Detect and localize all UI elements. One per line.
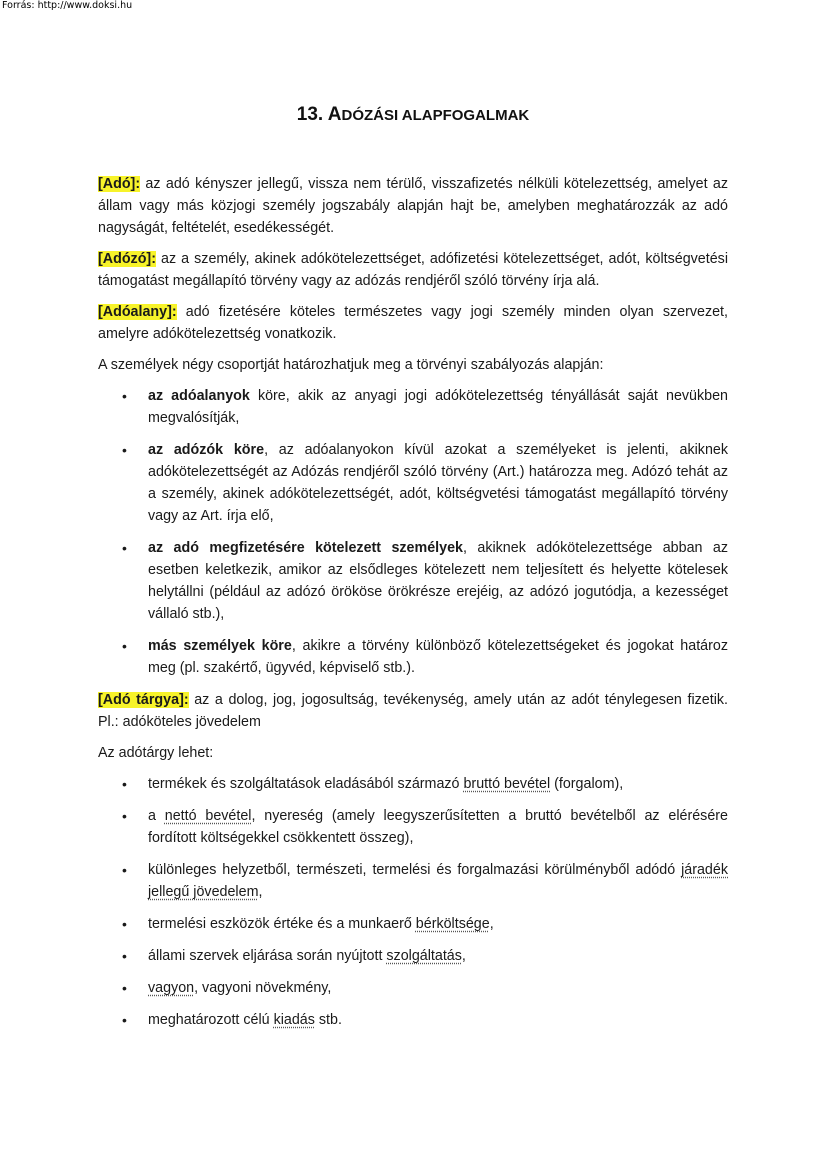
item-text: termelési eszközök értéke és a munkaerő	[148, 916, 416, 932]
bullet-icon: •	[122, 862, 127, 878]
list-item	[98, 537, 728, 625]
group-text: , az adóalanyokon kívül azokat a személyeket is jelenti, akiknek adókötelezettségét az Adózás rendjéről szóló törvény (Art.) határozza meg. Adózó tehát az a személy, akinek adókötelezettségét, adót, költségvetési támogatást megállapító törvény vagy az Art. írja elő,	[148, 442, 728, 524]
bullet-icon: •	[122, 916, 127, 932]
bullet-icon: •	[122, 638, 127, 654]
definition-adozo-text: az a személy, akinek adókötelezettséget, adófizetési kötelezettséget, adót, költségvetési támogatást megállapító törvény vagy az adózás rendjéről szóló törvény írja alá.	[98, 251, 728, 289]
item-text: állami szervek eljárása során nyújtott	[148, 948, 387, 964]
item-text: (forgalom),	[550, 776, 624, 792]
item-term: kiadás	[273, 1012, 315, 1028]
groups-list	[98, 385, 728, 679]
document-body	[98, 173, 728, 1041]
definition-ado-text: az adó kényszer jellegű, vissza nem térülő, visszafizetés nélküli kötelezettség, amelyet az állam vagy más közjogi személy jogszabály alapján hajt be, amelyben meghatározzák az adó nagyságát, feltételét, esedékességét.	[98, 176, 728, 236]
bullet-icon: •	[122, 808, 127, 824]
list-item	[98, 773, 728, 795]
bullet-icon: •	[122, 948, 127, 964]
bullet-icon: •	[122, 776, 127, 792]
page-title	[98, 104, 728, 126]
definition-adoalany	[98, 301, 728, 345]
item-text: ,	[489, 916, 494, 932]
group-term: az adózók köre	[148, 442, 265, 458]
group-term: az adó megfizetésére kötelezett személyek	[148, 540, 463, 556]
group-text: , akiknek adókötelezettsége abban az esetben keletkezik, amikor az elsődleges kötelezett nem teljesített és helyette kötelesek helytállni (például az adózó örököse örökrésze erejéig, az adózó jogutódja, a kezességet vállaló stb.),	[148, 540, 728, 622]
bullet-icon: •	[122, 1012, 127, 1028]
group-text: , akikre a törvény különböző kötelezettségeket és jogokat határoz meg (pl. szakértő, ügyvéd, képviselő stb.).	[148, 638, 728, 676]
term-ado: [Adó]:	[98, 176, 141, 192]
item-text: , vagyoni növekmény,	[194, 980, 332, 996]
bullet-icon: •	[122, 540, 127, 556]
item-term: bruttó bevétel	[463, 776, 551, 792]
list-item	[98, 913, 728, 935]
list-item	[98, 635, 728, 679]
targy-intro: Az adótárgy lehet:	[98, 745, 214, 761]
groups-intro: A személyek négy csoportját határozhatjuk meg a törvényi szabályozás alapján:	[98, 357, 604, 373]
term-adozo: [Adózó]:	[98, 251, 156, 267]
source-line[interactable]: Forrás: http://www.doksi.hu	[2, 0, 133, 11]
item-term: vagyon	[148, 980, 195, 996]
item-term: járadék jellegű jövedelem	[148, 862, 728, 900]
term-adoalany: [Adóalany]:	[98, 304, 177, 320]
list-item	[98, 859, 728, 903]
bullet-icon: •	[122, 980, 127, 996]
title-number: 13.	[296, 104, 324, 125]
item-text: stb.	[314, 1012, 342, 1028]
list-item	[98, 439, 728, 527]
bullet-icon: •	[122, 442, 127, 458]
definition-targy-text: az a dolog, jog, jogosultság, tevékenység, amely után az adót ténylegesen fizetik. Pl.: adóköteles jövedelem	[98, 692, 728, 730]
list-item	[98, 977, 728, 999]
group-text: köre, akik az anyagi jogi adókötelezettség tényállását saját nevükben megvalósítják,	[148, 388, 728, 426]
title-first-letter: A	[327, 104, 342, 125]
list-item	[98, 1009, 728, 1031]
item-text: ,	[258, 884, 263, 900]
item-term: bérköltsége	[415, 916, 490, 932]
item-text: , nyereség (amely leegyszerűsítetten a bruttó bevételből az elérésére fordított költségekkel csökkentett összeg),	[148, 808, 728, 846]
list-item	[98, 385, 728, 429]
term-targy: [Adó tárgya]:	[98, 692, 189, 708]
group-term: az adóalanyok	[148, 388, 250, 404]
title-rest: DÓZÁSI ALAPFOGALMAK	[341, 107, 530, 124]
item-text: ,	[461, 948, 466, 964]
item-term: szolgáltatás	[386, 948, 462, 964]
item-text: termékek és szolgáltatások eladásából származó	[148, 776, 464, 792]
list-item	[98, 805, 728, 849]
definition-adoalany-text: adó fizetésére köteles természetes vagy jogi személy minden olyan szervezet, amelyre adókötelezettség vonatkozik.	[98, 304, 728, 342]
definition-adozo	[98, 248, 728, 292]
list-item	[98, 945, 728, 967]
item-term: nettó bevétel	[164, 808, 252, 824]
group-term: más személyek köre	[148, 638, 292, 654]
definition-ado	[98, 173, 728, 239]
definition-targy	[98, 689, 728, 733]
item-text: a	[148, 808, 165, 824]
targy-list	[98, 773, 728, 1031]
item-text: különleges helyzetből, természeti, termelési és forgalmazási körülményből adódó	[148, 862, 682, 878]
bullet-icon: •	[122, 388, 127, 404]
item-text: meghatározott célú	[148, 1012, 274, 1028]
